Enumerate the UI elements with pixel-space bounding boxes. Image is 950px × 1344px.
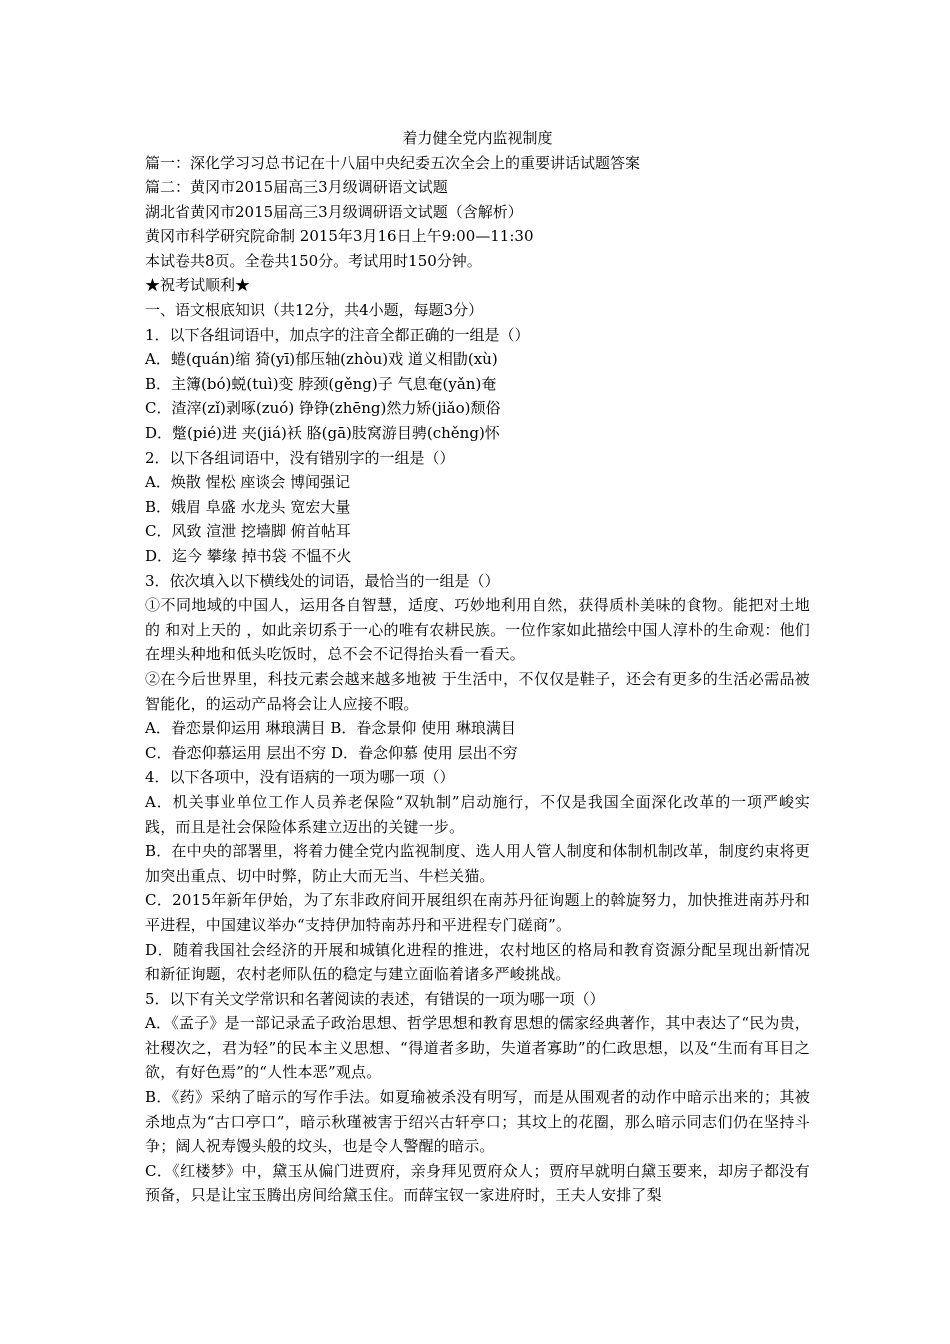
text-line: 篇二：黄冈市2015届高三3月级调研语文试题: [145, 178, 448, 197]
text-line: 湖北省黄冈市2015届高三3月级调研语文试题（含解析）: [145, 202, 523, 221]
text-line: 篇一：深化学习习总书记在十八届中央纪委五次全会上的重要讲话试题答案: [145, 153, 641, 172]
section-heading: 一、语文根底知识（共12分，共4小题，每题3分）: [145, 301, 484, 320]
option-c: C．《红楼梦》中，黛玉从偏门进贾府，亲身拜见贾府众人；贾府早就明白黛玉要来，却房子都没有预备，只是让宝玉腾出房间给黛玉住。而薛宝钗一家进府时，王夫人安排了梨: [145, 1161, 810, 1205]
option-d: D．迄今 攀缘 掉书袋 不愠不火: [145, 547, 352, 565]
question-3-passage-2: ②在今后世界里，科技元素会越来越多地被 于生活中，不仅仅是鞋子，还会有更多的生活必需品被智能化，的运动产品将会让人应接不暇。: [145, 669, 810, 713]
option-b: B．娥眉 阜盛 水龙头 宽宏大量: [145, 497, 351, 516]
text-line: 本试卷共8页。全卷共150分。考试用时150分钟。: [145, 251, 482, 270]
document-title: 着力健全党内监视制度: [402, 129, 553, 147]
option-a: A．《孟子》是一部记录孟子政治思想、哲学思想和教育思想的儒家经典著作，其中表达了“民为贵，社稷次之，君为轻”的民本主义思想、“得道者多助，失道者寡助”的仁政思想，以及“生而有耳目之欲，有好色焉”的“人性本恶”观点。: [145, 1014, 811, 1082]
option-d: D．随着我国社会经济的开展和城镇化进程的推进，农村地区的格局和教育资源分配呈现出新情况和新征询题，农村老师队伍的稳定与建立面临着诸多严峻挑战。: [145, 940, 810, 984]
question-3: 3．依次填入以下横线处的词语，最恰当的一组是（）: [145, 571, 500, 590]
question-5: 5．以下有关文学常识和名著阅读的表述，有错误的一项为哪一项（）: [145, 989, 605, 1008]
text-line: ★祝考试顺利★: [145, 276, 251, 295]
options-ab: A．眷恋景仰运用 琳琅满目 B．眷念景仰 使用 琳琅满目: [145, 719, 516, 738]
option-a: A．机关事业单位工作人员养老保险“双轨制”启动施行，不仅是我国全面深化改革的一项严峻实践，而且是社会保险体系建立迈出的关键一步。: [145, 792, 810, 836]
text-line: 黄冈市科学研究院命制 2015年3月16日上午9:00—11:30: [145, 227, 534, 246]
option-b: B．主簿(bó)蜕(tuì)变 脖颈(gěng)子 气息奄(yǎn)奄: [145, 374, 497, 393]
option-a: A．焕散 惺松 座谈会 博闻强记: [145, 473, 351, 492]
option-c: C．2015年新年伊始，为了东非政府间开展组织在南苏丹征询题上的斡旋努力，加快推进南苏丹和平进程，中国建议举办“支持伊加特南苏丹和平进程专门磋商”。: [145, 891, 810, 934]
option-a: A．蜷(quán)缩 猗(yī)郁压轴(zhòu)戏 道义相勖(xù): [145, 350, 498, 369]
option-b: B．在中央的部署里，将着力健全党内监视制度、选人用人管人制度和体制机制改革，制度约束将更加突出重点、切中时弊，防止大而无当、牛栏关猫。: [145, 842, 810, 885]
question-1: 1．以下各组词语中，加点字的注音全都正确的一组是（）: [145, 325, 530, 344]
question-3-passage-1: ①不同地域的中国人，运用各自智慧，适度、巧妙地利用自然，获得质朴美味的食物。能把对土地的 和对上天的 ，如此亲切系于一心的唯有农耕民族。一位作家如此描绘中国人淳朴的生命观：他们在埋头种地和低头吃饭时，总不会不记得抬头看一看天。: [145, 596, 810, 664]
question-4: 4．以下各项中，没有语病的一项为哪一项（）: [145, 768, 455, 787]
option-b: B．《药》采纳了暗示的写作手法。如夏瑜被杀没有明写，而是从围观者的动作中暗示出来的；其被杀地点为“古口亭口”，暗示秋瑾被害于绍兴古轩亭口；其坟上的花圈，那么暗示同志们仍在坚持斗争；阔人祝寿馒头般的坟头，也是令人警醒的暗示。: [145, 1088, 810, 1156]
question-2: 2．以下各组词语中，没有错别字的一组是（）: [145, 448, 455, 467]
option-c: C．渣滓(zǐ)剥啄(zuó) 铮铮(zhēng)然力矫(jiǎo)颓俗: [145, 399, 501, 418]
option-c: C．风致 渲泄 挖墙脚 俯首帖耳: [145, 522, 351, 541]
options-cd: C．眷恋仰慕运用 层出不穷 D．眷念仰慕 使用 层出不穷: [145, 743, 518, 762]
option-d: D．蹩(pié)进 夹(jiá)袄 胳(gā)肢窝游目骋(chěng)怀: [145, 424, 500, 443]
